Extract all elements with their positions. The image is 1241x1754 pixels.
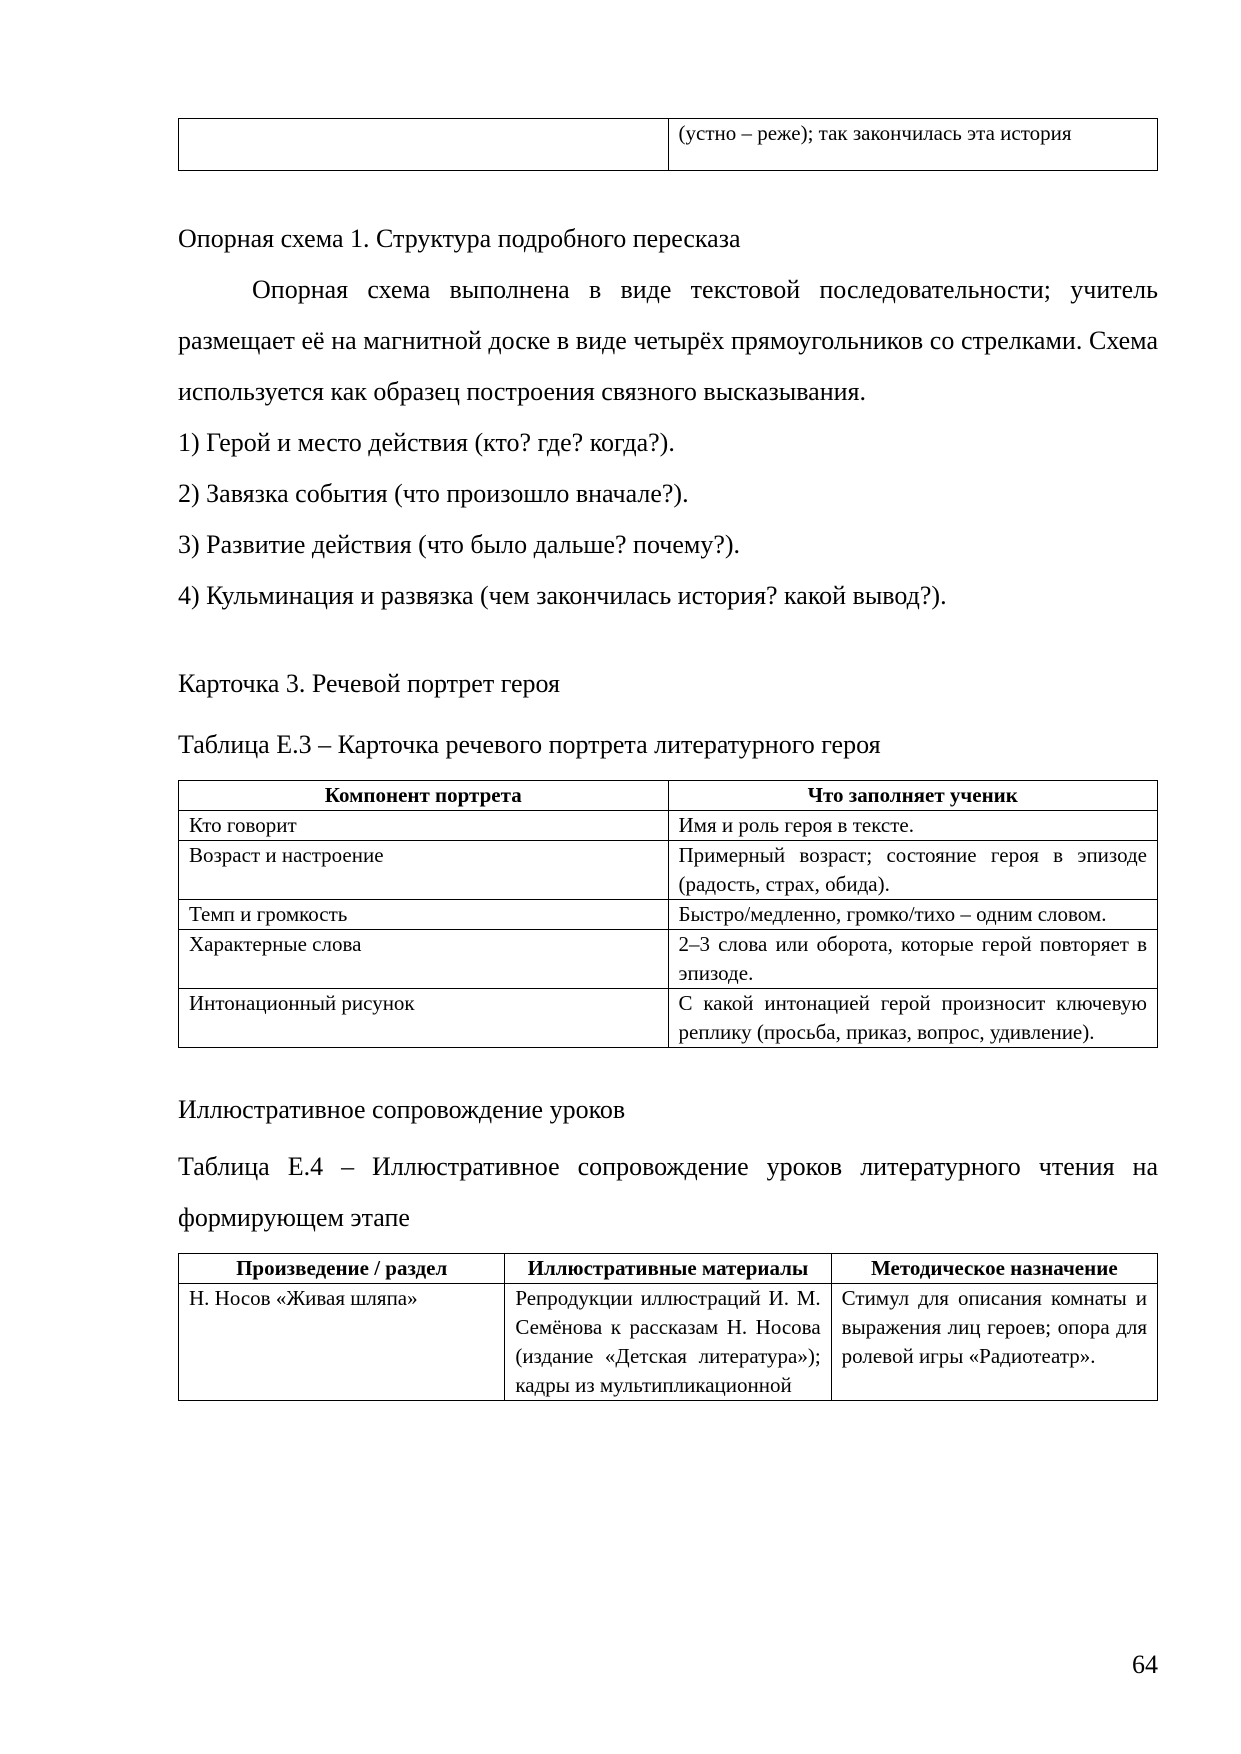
table-row bbox=[179, 841, 1158, 900]
card-title: Карточка 3. Речевой портрет героя bbox=[178, 669, 561, 698]
table-row bbox=[179, 811, 1158, 841]
table-header-row bbox=[179, 1254, 1158, 1284]
table-row bbox=[179, 989, 1158, 1048]
table-row bbox=[179, 900, 1158, 930]
table-cell: 2–3 слова или оборота, которые герой повторяет в эпизоде. bbox=[668, 930, 1158, 989]
table-cell bbox=[179, 119, 669, 171]
table-caption: Таблица Е.4 – Иллюстративное сопровождение уроков литературного чтения на формирующем этапе bbox=[178, 1152, 1158, 1232]
table-row bbox=[179, 930, 1158, 989]
column-header: Иллюстративные материалы bbox=[505, 1254, 831, 1284]
table-cell: Возраст и настроение bbox=[179, 841, 669, 900]
page-content bbox=[178, 118, 1158, 1401]
table-cell: Стимул для описания комнаты и выражения лиц героев; опора для ролевой игры «Радиотеатр». bbox=[831, 1284, 1157, 1401]
table-cell: Репродукции иллюстраций И. М. Семёнова к рассказам Н. Носова (издание «Детская литература»); кадры из мультипликационной bbox=[505, 1284, 831, 1401]
illustration-table bbox=[178, 1253, 1158, 1401]
scheme-item: 4) Кульминация и развязка (чем закончилась история? какой вывод?). bbox=[178, 581, 947, 610]
column-header: Произведение / раздел bbox=[179, 1254, 505, 1284]
section-title: Иллюстративное сопровождение уроков bbox=[178, 1095, 626, 1124]
column-header: Компонент портрета bbox=[179, 781, 669, 811]
scheme-title: Опорная схема 1. Структура подробного пересказа bbox=[178, 224, 741, 253]
scheme-item: 3) Развитие действия (что было дальше? почему?). bbox=[178, 530, 741, 559]
table-row bbox=[179, 1284, 1158, 1401]
table-cell: Быстро/медленно, громко/тихо – одним словом. bbox=[668, 900, 1158, 930]
table-header-row bbox=[179, 781, 1158, 811]
table-cell: Интонационный рисунок bbox=[179, 989, 669, 1048]
table-cell: Характерные слова bbox=[179, 930, 669, 989]
table-cell: Имя и роль героя в тексте. bbox=[668, 811, 1158, 841]
table-cell: (устно – реже); так закончилась эта история bbox=[668, 119, 1158, 171]
column-header: Что заполняет ученик bbox=[668, 781, 1158, 811]
scheme-item: 1) Герой и место действия (кто? где? когда?). bbox=[178, 428, 675, 457]
column-header: Методическое назначение bbox=[831, 1254, 1157, 1284]
table-cell: Н. Носов «Живая шляпа» bbox=[179, 1284, 505, 1401]
table-caption: Таблица Е.3 – Карточка речевого портрета литературного героя bbox=[178, 730, 881, 759]
table-cell: Кто говорит bbox=[179, 811, 669, 841]
page-number: 64 bbox=[1132, 1650, 1158, 1679]
table-cell: Примерный возраст; состояние героя в эпизоде (радость, страх, обида). bbox=[668, 841, 1158, 900]
table-row bbox=[179, 119, 1158, 171]
table-cell: С какой интонацией герой произносит ключевую реплику (просьба, приказ, вопрос, удивление). bbox=[668, 989, 1158, 1048]
portrait-table bbox=[178, 780, 1158, 1048]
table-cell: Темп и громкость bbox=[179, 900, 669, 930]
continued-table bbox=[178, 118, 1158, 171]
scheme-item: 2) Завязка события (что произошло вначале?). bbox=[178, 479, 689, 508]
scheme-paragraph: Опорная схема выполнена в виде текстовой последовательности; учитель размещает её на магнитной доске в виде четырёх прямоугольников со стрелками. Схема используется как образец построения связного высказывания. bbox=[178, 275, 1158, 406]
